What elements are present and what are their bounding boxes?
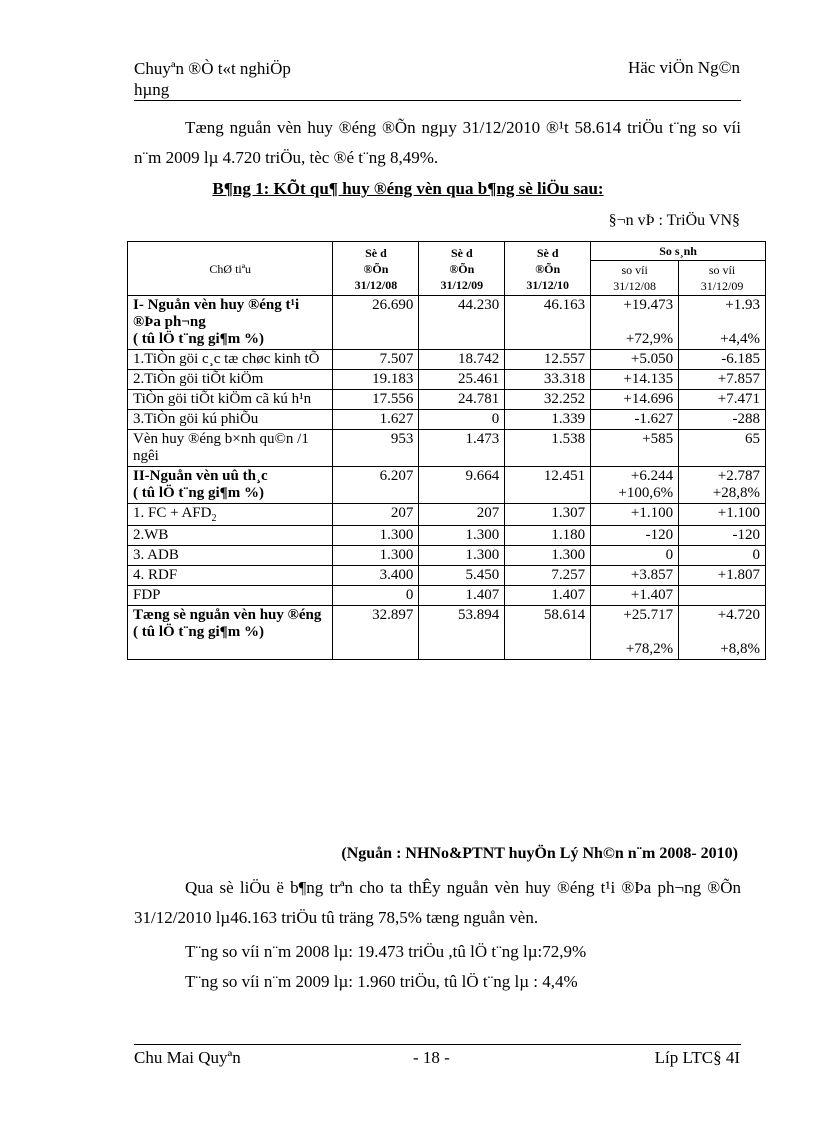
row-label: 1. FC + $AFD_2$ (128, 504, 333, 526)
cell-v08: 26.690 (333, 296, 419, 350)
cell-v09: 1.407 (419, 586, 505, 606)
cell-v09: 18.742 (419, 350, 505, 370)
cell-v10: 1.538 (505, 430, 591, 467)
table-row (128, 350, 766, 370)
cell-c09: -120 (679, 526, 766, 546)
header-2008-c: 31/12/08 (354, 277, 398, 292)
row-label: I- Nguån vèn huy ®éng t¹i ®Þa ph¬ng ( tû lÖ t¨ng gi¶m %) (128, 296, 333, 350)
cell-v10: 12.557 (505, 350, 591, 370)
cell-v08: 6.207 (333, 467, 419, 504)
table-body (128, 296, 766, 660)
cell-v10: 32.252 (505, 390, 591, 410)
header-compare: So s¸nh (591, 242, 766, 261)
cell-c09: +7.857 (679, 370, 766, 390)
footer-rule (134, 1044, 741, 1045)
header-2009-b: ®Õn (449, 261, 475, 276)
intro-paragraph: Tæng nguån vèn huy ®éng ®Õn ngµy 31/12/2010 ®¹t 58.614 triÖu t¨ng so víi n¨m 2009 lµ 4.720 triÖu, tèc ®é t¨ng 8,49%. (134, 118, 741, 167)
cell-c08: +1.100 (591, 504, 679, 526)
cell-c08: +25.717 +78,2% (591, 606, 679, 660)
row-label: Vèn huy ®éng b×nh qu©n /1 ngêi (128, 430, 333, 467)
growth-2008-line: T¨ng so víi n¨m 2008 lµ: 19.473 triÖu ,tû lÖ t¨ng lµ:72,9% (185, 942, 587, 961)
cell-v08: 953 (333, 430, 419, 467)
cell-c08: +6.244 +100,6% (591, 467, 679, 504)
cell-v10: 1.307 (505, 504, 591, 526)
cell-v08: 17.556 (333, 390, 419, 410)
table-row (128, 410, 766, 430)
cell-v09: 25.461 (419, 370, 505, 390)
cell-c09: +2.787 +28,8% (679, 467, 766, 504)
cell-v08: 7.507 (333, 350, 419, 370)
row-label: FDP (128, 586, 333, 606)
row-label: Tæng sè nguån vèn huy ®éng ( tû lÖ t¨ng gi¶m %) (128, 606, 333, 660)
cell-v10: 33.318 (505, 370, 591, 390)
cell-v10: 58.614 (505, 606, 591, 660)
header-2010-c: 31/12/10 (526, 277, 570, 292)
row-label: 3. ADB (128, 546, 333, 566)
row-label: 2.WB (128, 526, 333, 546)
header-left-line2: hµng (134, 80, 170, 99)
row-label: 4. RDF (128, 566, 333, 586)
header-2010-b: ®Õn (535, 261, 561, 276)
table-row (128, 526, 766, 546)
cell-v10: 1.300 (505, 546, 591, 566)
table-row (128, 296, 766, 350)
cell-v10: 1.180 (505, 526, 591, 546)
cell-v09: 53.894 (419, 606, 505, 660)
header-2009-a: Sè d (450, 245, 473, 260)
table-row (128, 546, 766, 566)
header-2008 (333, 242, 419, 296)
table-row (128, 370, 766, 390)
header-rule (134, 100, 741, 101)
cell-v08: 207 (333, 504, 419, 526)
header-2008-b: ®Õn (363, 261, 389, 276)
source-note: (Nguån : NHNo&PTNT huyÖn Lý Nh©n n¨m 2008- 2010) (341, 845, 738, 862)
header-2010 (505, 242, 591, 296)
cell-v10: 1.407 (505, 586, 591, 606)
cell-v09: 44.230 (419, 296, 505, 350)
cell-c09: +7.471 (679, 390, 766, 410)
row-label: TiÒn göi tiÕt kiÖm cã kú h¹n (128, 390, 333, 410)
cell-c09: 65 (679, 430, 766, 467)
analysis-paragraph: Qua sè liÖu ë b¶ng trªn cho ta thÊy nguån vèn huy ®éng t¹i ®Þa ph¬ng ®Õn 31/12/2010 lµ46.163 triÖu tû träng 78,5% tæng nguån vèn. (134, 878, 741, 927)
cell-c08: +585 (591, 430, 679, 467)
row-label: 1.TiÒn göi c¸c tæ chøc kinh tÕ (128, 350, 333, 370)
cell-c09: +1.93 +4,4% (679, 296, 766, 350)
row-label: 2.TiÒn göi tiÕt kiÖm (128, 370, 333, 390)
cell-v10: 7.257 (505, 566, 591, 586)
cell-v09: 1.300 (419, 546, 505, 566)
cell-v08: 1.300 (333, 526, 419, 546)
table-row (128, 390, 766, 410)
header-left-line1: Chuyªn ®Ò t«t nghiÖp (134, 59, 291, 78)
cell-v09: 0 (419, 410, 505, 430)
footer-author: Chu Mai Quyªn (134, 1048, 241, 1067)
cell-c09: +1.807 (679, 566, 766, 586)
cell-v09: 9.664 (419, 467, 505, 504)
cell-c08: +3.857 (591, 566, 679, 586)
header-vs-2008 (591, 261, 679, 296)
header-2009 (419, 242, 505, 296)
cell-c09: 0 (679, 546, 766, 566)
header-vs-2008-b: 31/12/08 (613, 279, 656, 293)
table-row (128, 566, 766, 586)
cell-v10: 1.339 (505, 410, 591, 430)
cell-v08: 1.300 (333, 546, 419, 566)
unit-label: §¬n vÞ : TriÖu VN§ (608, 212, 740, 229)
cell-v09: 1.300 (419, 526, 505, 546)
header-2008-a: Sè d (365, 245, 387, 260)
header-indicator: ChØ tiªu (128, 242, 333, 296)
footer-class: Líp LTC§ 4I (654, 1048, 740, 1067)
cell-v09: 207 (419, 504, 505, 526)
cell-v09: 1.473 (419, 430, 505, 467)
data-table (127, 241, 766, 660)
row-label: II-Nguån vèn uû th¸c ( tû lÖ t¨ng gi¶m %) (128, 467, 333, 504)
header-vs-2009-a: so víi (708, 263, 736, 277)
cell-c09: +4.720 +8,8% (679, 606, 766, 660)
header-2009-c: 31/12/09 (440, 277, 484, 292)
cell-c08: +1.407 (591, 586, 679, 606)
header-vs-2008-a: so víi (621, 263, 648, 277)
table-row (128, 586, 766, 606)
cell-c09: +1.100 (679, 504, 766, 526)
table-row (128, 467, 766, 504)
header-right: Häc viÖn Ng©n (627, 58, 740, 77)
cell-v10: 12.451 (505, 467, 591, 504)
growth-2009-line: T¨ng so víi n¨m 2009 lµ: 1.960 triÖu, tû lÖ t¨ng lµ : 4,4% (185, 972, 578, 991)
header-vs-2009 (679, 261, 766, 296)
cell-c08: +5.050 (591, 350, 679, 370)
footer-page-number: - 18 - (413, 1048, 450, 1067)
cell-c08: 0 (591, 546, 679, 566)
row-label-subscript: 2 (211, 513, 217, 524)
cell-v08: 0 (333, 586, 419, 606)
row-label: 3.TiÒn göi kú phiÕu (128, 410, 333, 430)
cell-c08: +19.473 +72,9% (591, 296, 679, 350)
table-row (128, 606, 766, 660)
cell-v10: 46.163 (505, 296, 591, 350)
header-vs-2009-b: 31/12/09 (700, 279, 744, 293)
cell-c09: -288 (679, 410, 766, 430)
cell-c09 (679, 586, 766, 606)
cell-v08: 1.627 (333, 410, 419, 430)
cell-v08: 3.400 (333, 566, 419, 586)
cell-c08: -120 (591, 526, 679, 546)
cell-c08: +14.696 (591, 390, 679, 410)
cell-c09: -6.185 (679, 350, 766, 370)
table-row (128, 430, 766, 467)
cell-v08: 32.897 (333, 606, 419, 660)
header-left (134, 58, 291, 100)
cell-c08: +14.135 (591, 370, 679, 390)
cell-v08: 19.183 (333, 370, 419, 390)
cell-v09: 5.450 (419, 566, 505, 586)
table-caption: B¶ng 1: KÕt qu¶ huy ®éng vèn qua b¶ng sè liÖu sau: (212, 179, 604, 198)
cell-v09: 24.781 (419, 390, 505, 410)
header-2010-a: Sè d (536, 245, 559, 260)
table-row (128, 504, 766, 526)
cell-c08: -1.627 (591, 410, 679, 430)
